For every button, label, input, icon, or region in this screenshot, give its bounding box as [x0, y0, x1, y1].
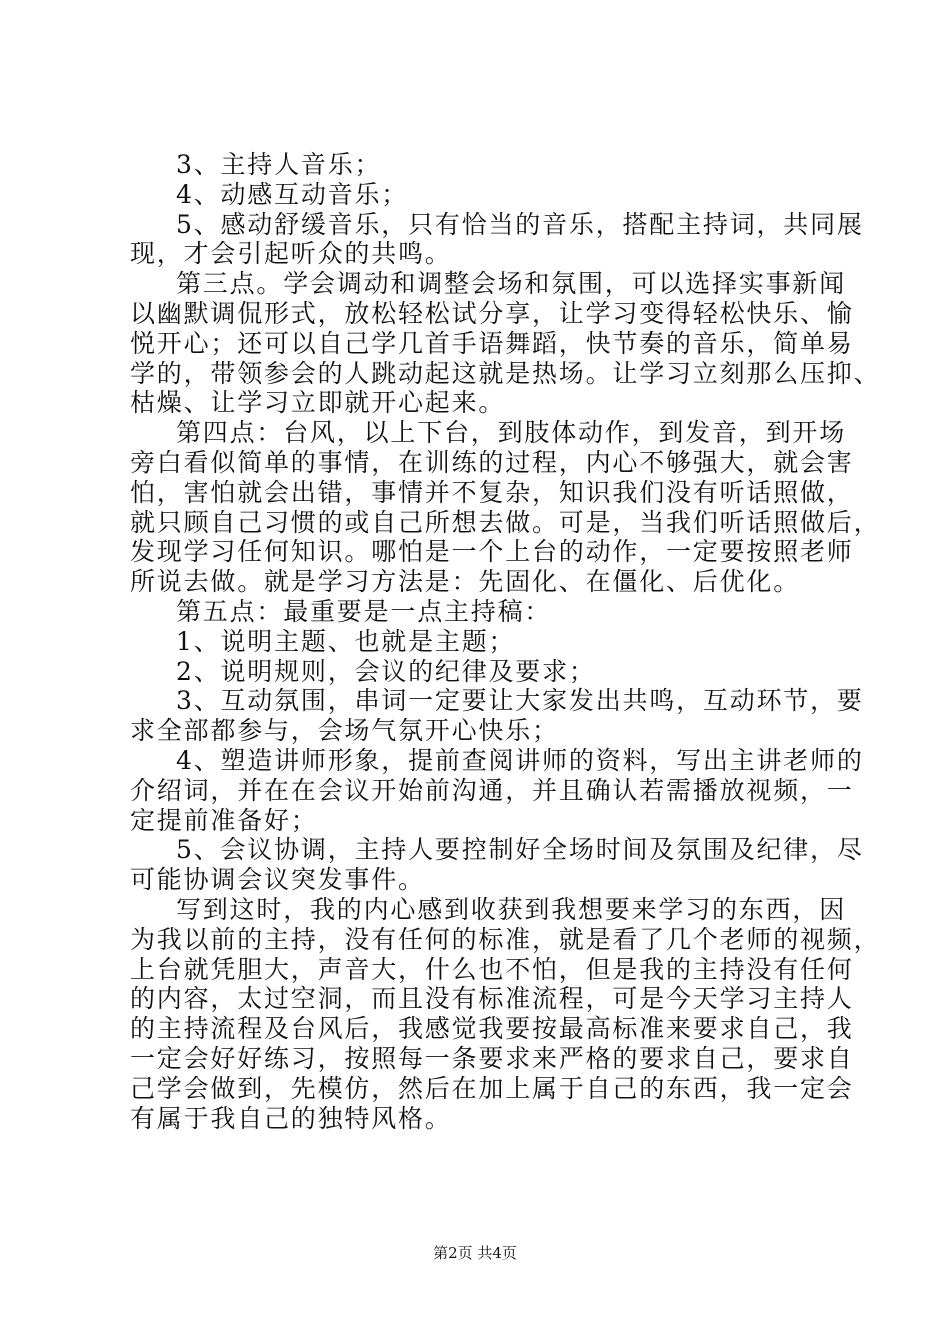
- text-line: 3、互动氛围，串词一定要让大家发出共鸣，互动环节，要: [176, 686, 864, 716]
- document-body: [130, 150, 881, 1133]
- text-line: 一定会好好练习，按照每一条要求来严格的要求自己，要求自: [130, 1043, 854, 1073]
- text-line: 的主持流程及台风后，我感觉我要按最高标准来要求自己，我: [130, 1014, 854, 1044]
- text-line: 有属于我自己的独特风格。: [130, 1103, 452, 1133]
- text-line: 第三点。学会调动和调整会场和氛围，可以选择实事新闻: [176, 269, 847, 299]
- text-line: 第四点：台风，以上下台，到肢体动作，到发音，到开场: [176, 418, 847, 448]
- text-line: 定提前准备好；: [130, 805, 318, 835]
- text-line: 怕，害怕就会出错，事情并不复杂，知识我们没有听话照做，: [130, 477, 854, 507]
- text-line: 4、塑造讲师形象，提前查阅讲师的资料，写出主讲老师的: [176, 745, 864, 775]
- text-line: 就只顾自己习惯的或自己所想去做。可是，当我们听话照做后，: [130, 507, 881, 537]
- text-line: 的内容，太过空洞，而且没有标准流程，可是今天学习主持人: [130, 984, 854, 1014]
- text-line: 旁白看似简单的事情，在训练的过程，内心不够强大，就会害: [130, 447, 854, 477]
- text-line: 求全部都参与，会场气氛开心快乐；: [130, 716, 559, 746]
- text-line: 上台就凭胆大，声音大，什么也不怕，但是我的主持没有任何: [130, 954, 854, 984]
- text-line: 己学会做到，先模仿，然后在加上属于自己的东西，我一定会: [130, 1073, 854, 1103]
- text-line: 介绍词，并在在会议开始前沟通，并且确认若需播放视频，一: [130, 775, 854, 805]
- page-total: 共4页: [477, 1244, 517, 1262]
- text-line: 学的，带领参会的人跳动起这就是热场。让学习立刻那么压抑、: [130, 358, 881, 388]
- page-footer: [0, 1243, 950, 1263]
- text-line: 2、说明规则，会议的纪律及要求；: [176, 656, 596, 686]
- text-line: 枯燥、让学习立即就开心起来。: [130, 388, 506, 418]
- text-line: 可能协调会议突发事件。: [130, 865, 425, 895]
- text-line: 发现学习任何知识。哪怕是一个上台的动作，一定要按照老师: [130, 537, 854, 567]
- text-line: 5、感动舒缓音乐，只有恰当的音乐，搭配主持词，共同展: [176, 209, 864, 239]
- text-line: 1、说明主题、也就是主题；: [176, 626, 516, 656]
- text-line: 写到这时，我的内心感到收获到我想要来学习的东西，因: [176, 894, 847, 924]
- text-line: 为我以前的主持，没有任何的标准，就是看了几个老师的视频，: [130, 924, 881, 954]
- page-number: 第2页: [433, 1244, 473, 1262]
- text-line: 5、会议协调，主持人要控制好全场时间及氛围及纪律，尽: [176, 835, 864, 865]
- text-line: 悦开心；还可以自己学几首手语舞蹈，快节奏的音乐，简单易: [130, 328, 854, 358]
- text-line: 现，才会引起听众的共鸣。: [130, 239, 452, 269]
- text-line: 所说去做。就是学习方法是：先固化、在僵化、后优化。: [130, 567, 801, 597]
- text-line: 4、动感互动音乐；: [176, 179, 409, 209]
- text-line: 3、主持人音乐；: [176, 150, 382, 179]
- text-line: 第五点：最重要是一点主持稿：: [176, 596, 552, 626]
- text-line: 以幽默调侃形式，放松轻松试分享，让学习变得轻松快乐、愉: [130, 298, 854, 328]
